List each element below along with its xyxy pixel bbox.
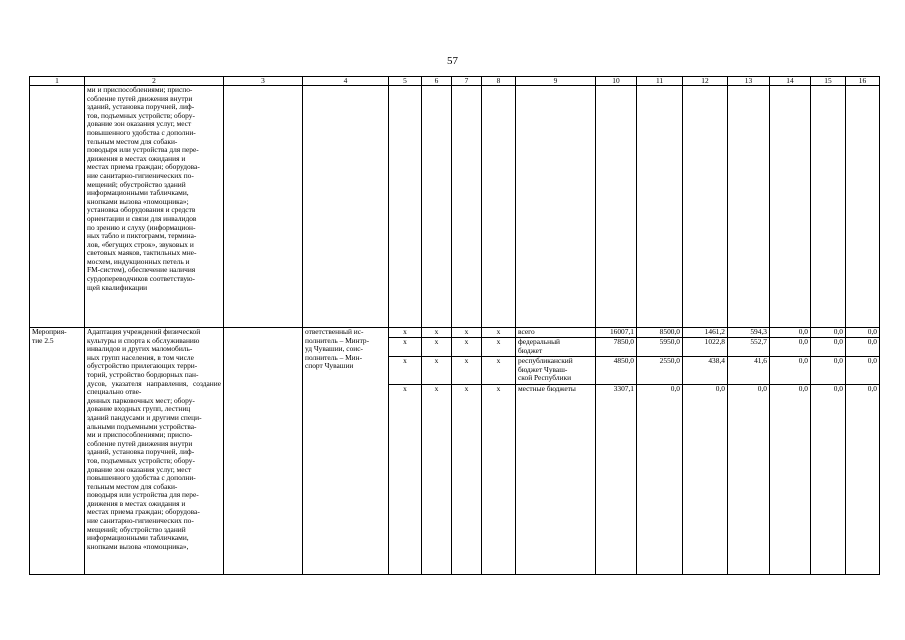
empty-cell xyxy=(224,328,303,575)
measure-description xyxy=(85,328,224,575)
value-cell: 594,3 xyxy=(728,328,770,338)
cell-x: х xyxy=(389,385,422,575)
program-table xyxy=(29,76,880,575)
cell-x: х xyxy=(482,357,516,385)
empty-cell xyxy=(482,86,516,328)
value-cell: 4850,0 xyxy=(596,357,637,385)
value-cell: 0,0 xyxy=(811,357,846,385)
funding-source-text: всего xyxy=(518,327,535,336)
col-number: 11 xyxy=(637,77,683,86)
funding-source-text: местные бюджеты xyxy=(518,384,576,393)
empty-cell xyxy=(516,86,596,328)
measure-executor-text: ответственный ис- полнитель – Минтр- уд Чувашии, соис- полнитель – Мин- спорт Чувашии xyxy=(305,327,370,371)
value-cell: 0,0 xyxy=(637,385,683,575)
cell-x: х xyxy=(452,338,482,357)
value-cell: 7850,0 xyxy=(596,338,637,357)
col-number: 16 xyxy=(846,77,880,86)
measure-executor xyxy=(303,328,389,575)
cell-x: х xyxy=(389,338,422,357)
funding-source-text: федеральный бюджет xyxy=(518,337,560,355)
measure-description-text: Адаптация учреждений физической культуры и спорта к обслуживанию инвалидов и других маломобиль- ных групп населения, в том числе обустройство прилегающих терри- торий, устройство бордюрных пан- дусов, указателя направления, создание специально отве- денных парковочных мест; обору- дование входных групп, лестниц зданий пандусами и другими специ- альными подъемными устройства- ми и приспособлениями; приспо- собление путей движения внутри зданий, установка поручней, лиф- тов, подъемных устройств; обору- дование зон оказания услуг, мест повышенного удобства с дополни- тельным местом для собаки- поводыря или устройства для пере- движения в местах ожидания и местах приема граждан; оборудова- ние санитарно-гигиенических по- мещений; обустройство зданий информационными табличками, кнопками вызова «помощника», xyxy=(87,327,221,551)
empty-cell xyxy=(389,86,422,328)
value-cell: 16007,1 xyxy=(596,328,637,338)
value-cell: 0,0 xyxy=(770,385,811,575)
continued-description-text: ми и приспособлениями; приспо- собление путей движения внутри зданий, установка поручней, лиф- тов, подъемных устройств; обору- дование зон оказания услуг, мест повышенного удобства с дополни- тельным местом для собаки- поводыря или устройства для пере- движения в местах ожидания и местах приема граждан; оборудова- ние санитарно-гигиенических по- мещений; обустройство зданий информационными табличками, кнопками вызова «помощника»; установка оборудования и средств ориентации и связи для инвалидов по зрению и слуху (информацион- ных табло и пиктограмм, термина- лов, «бегущих строк», звуковых и световых маяков, тактильных мне- мосхем, индукционных петель и FM-систем), обеспечение наличия сурдопереводчиков соответствую- щей квалификации xyxy=(87,85,200,292)
continued-description xyxy=(85,86,224,328)
funding-source xyxy=(516,357,596,385)
col-number: 3 xyxy=(224,77,303,86)
col-number: 1 xyxy=(30,77,85,86)
col-number: 9 xyxy=(516,77,596,86)
empty-cell xyxy=(422,86,452,328)
cell-x: х xyxy=(422,385,452,575)
value-cell: 0,0 xyxy=(683,385,728,575)
cell-x: х xyxy=(422,338,452,357)
empty-cell xyxy=(683,86,728,328)
empty-cell xyxy=(452,86,482,328)
cell-x: х xyxy=(389,357,422,385)
col-number: 2 xyxy=(85,77,224,86)
empty-cell xyxy=(596,86,637,328)
cell-x: х xyxy=(389,328,422,338)
cell-x: х xyxy=(482,385,516,575)
funding-source xyxy=(516,328,596,338)
empty-cell xyxy=(770,86,811,328)
value-cell: 0,0 xyxy=(811,338,846,357)
continued-row xyxy=(30,86,880,328)
funding-source-text: республиканский бюджет Чуваш- ской Республики xyxy=(518,356,573,383)
cell-x: х xyxy=(482,328,516,338)
value-cell: 0,0 xyxy=(811,328,846,338)
value-cell: 0,0 xyxy=(846,338,880,357)
page-number: 57 xyxy=(447,55,458,67)
value-cell: 0,0 xyxy=(770,338,811,357)
value-cell: 0,0 xyxy=(770,328,811,338)
col-number: 15 xyxy=(811,77,846,86)
funding-source xyxy=(516,385,596,575)
empty-cell xyxy=(846,86,880,328)
value-cell: 1022,8 xyxy=(683,338,728,357)
continued-code-cell xyxy=(30,86,85,328)
cell-x: х xyxy=(422,328,452,338)
col-number: 13 xyxy=(728,77,770,86)
col-number: 6 xyxy=(422,77,452,86)
col-number: 5 xyxy=(389,77,422,86)
cell-x: х xyxy=(452,357,482,385)
empty-cell xyxy=(811,86,846,328)
cell-x: х xyxy=(452,328,482,338)
column-numbers-row xyxy=(30,77,880,86)
col-number: 4 xyxy=(303,77,389,86)
value-cell: 0,0 xyxy=(846,328,880,338)
cell-x: х xyxy=(422,357,452,385)
value-cell: 552,7 xyxy=(728,338,770,357)
measure-code xyxy=(30,328,85,575)
value-cell: 0,0 xyxy=(770,357,811,385)
value-cell: 3307,1 xyxy=(596,385,637,575)
value-cell: 438,4 xyxy=(683,357,728,385)
value-cell: 0,0 xyxy=(728,385,770,575)
empty-cell xyxy=(637,86,683,328)
value-cell: 0,0 xyxy=(811,385,846,575)
value-cell: 1461,2 xyxy=(683,328,728,338)
col-number: 10 xyxy=(596,77,637,86)
value-cell: 2550,0 xyxy=(637,357,683,385)
value-cell: 0,0 xyxy=(846,357,880,385)
empty-cell xyxy=(224,86,303,328)
measure-row-total xyxy=(30,328,880,338)
value-cell: 8500,0 xyxy=(637,328,683,338)
value-cell: 41,6 xyxy=(728,357,770,385)
cell-x: х xyxy=(452,385,482,575)
value-cell: 0,0 xyxy=(846,385,880,575)
col-number: 12 xyxy=(683,77,728,86)
col-number: 8 xyxy=(482,77,516,86)
empty-cell xyxy=(728,86,770,328)
value-cell: 5950,0 xyxy=(637,338,683,357)
empty-cell xyxy=(303,86,389,328)
col-number: 7 xyxy=(452,77,482,86)
col-number: 14 xyxy=(770,77,811,86)
funding-source xyxy=(516,338,596,357)
cell-x: х xyxy=(482,338,516,357)
measure-code-text: Мероприя- тие 2.5 xyxy=(32,327,67,345)
